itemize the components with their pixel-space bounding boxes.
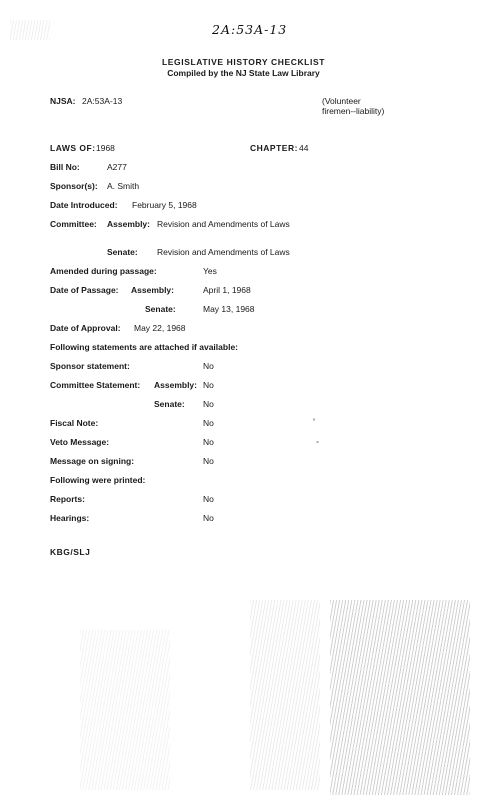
- committee-statement-label: Committee Statement:: [50, 380, 141, 390]
- amended-value: Yes: [203, 266, 217, 276]
- document-subtitle: Compiled by the NJ State Law Library: [167, 68, 320, 78]
- hearings-label: Hearings:: [50, 513, 90, 523]
- scan-noise-bottom-middle: [250, 600, 320, 790]
- scan-noise-bottom-left: [80, 630, 170, 790]
- document-title: LEGISLATIVE HISTORY CHECKLIST: [161, 57, 326, 67]
- bill-no-label: Bill No:: [50, 162, 80, 172]
- chapter-value: 44: [299, 143, 309, 153]
- committee-statement-senate-value: No: [203, 399, 214, 409]
- date-of-approval-value: May 22, 1968: [134, 323, 186, 333]
- reports-label: Reports:: [50, 494, 85, 504]
- scan-speck: [316, 441, 319, 443]
- sponsor-statement-label: Sponsor statement:: [50, 361, 130, 371]
- sponsor-value: A. Smith: [107, 181, 140, 191]
- date-of-passage-label: Date of Passage:: [50, 285, 119, 295]
- njsa-value: 2A:53A-13: [82, 96, 123, 106]
- chapter-label: CHAPTER:: [250, 143, 298, 153]
- committee-statement-assembly-value: No: [203, 380, 214, 390]
- initials: KBG/SLJ: [50, 547, 91, 557]
- laws-of-label: LAWS OF:: [50, 143, 96, 153]
- date-introduced-value: February 5, 1968: [132, 200, 197, 210]
- message-on-signing-label: Message on signing:: [50, 456, 135, 466]
- scan-noise-top-left: [10, 20, 50, 40]
- committee-statement-senate-label: Senate:: [154, 399, 185, 409]
- sponsor-label: Sponsor(s):: [50, 181, 98, 191]
- veto-message-value: No: [203, 437, 214, 447]
- committee-label: Committee:: [50, 219, 97, 229]
- message-on-signing-value: No: [203, 456, 214, 466]
- njsa-label: NJSA:: [50, 96, 76, 106]
- passage-senate-value: May 13, 1968: [203, 304, 255, 314]
- committee-senate-value: Revision and Amendments of Laws: [157, 247, 290, 257]
- committee-senate-label: Senate:: [107, 247, 138, 257]
- veto-message-label: Veto Message:: [50, 437, 110, 447]
- passage-senate-label: Senate:: [145, 304, 176, 314]
- scan-noise-bottom-right: [330, 600, 470, 795]
- following-attached-heading: Following statements are attached if available:: [50, 342, 238, 352]
- subject-line-2: firemen--liability): [322, 106, 385, 116]
- fiscal-note-label: Fiscal Note:: [50, 418, 99, 428]
- scan-speck: [313, 418, 315, 421]
- committee-statement-assembly-label: Assembly:: [154, 380, 197, 390]
- bill-no-value: A277: [107, 162, 127, 172]
- hearings-value: No: [203, 513, 214, 523]
- reports-value: No: [203, 494, 214, 504]
- laws-of-value: 1968: [96, 143, 115, 153]
- amended-label: Amended during passage:: [50, 266, 157, 276]
- sponsor-statement-value: No: [203, 361, 214, 371]
- date-introduced-label: Date Introduced:: [50, 200, 118, 210]
- following-printed-heading: Following were printed:: [50, 475, 146, 485]
- fiscal-note-value: No: [203, 418, 214, 428]
- date-of-approval-label: Date of Approval:: [50, 323, 121, 333]
- passage-assembly-value: April 1, 1968: [203, 285, 251, 295]
- committee-assembly-label: Assembly:: [107, 219, 150, 229]
- subject-line-1: (Volunteer: [322, 96, 361, 106]
- committee-assembly-value: Revision and Amendments of Laws: [157, 219, 290, 229]
- passage-assembly-label: Assembly:: [131, 285, 174, 295]
- handwritten-reference: 2A:53A-13: [212, 22, 288, 37]
